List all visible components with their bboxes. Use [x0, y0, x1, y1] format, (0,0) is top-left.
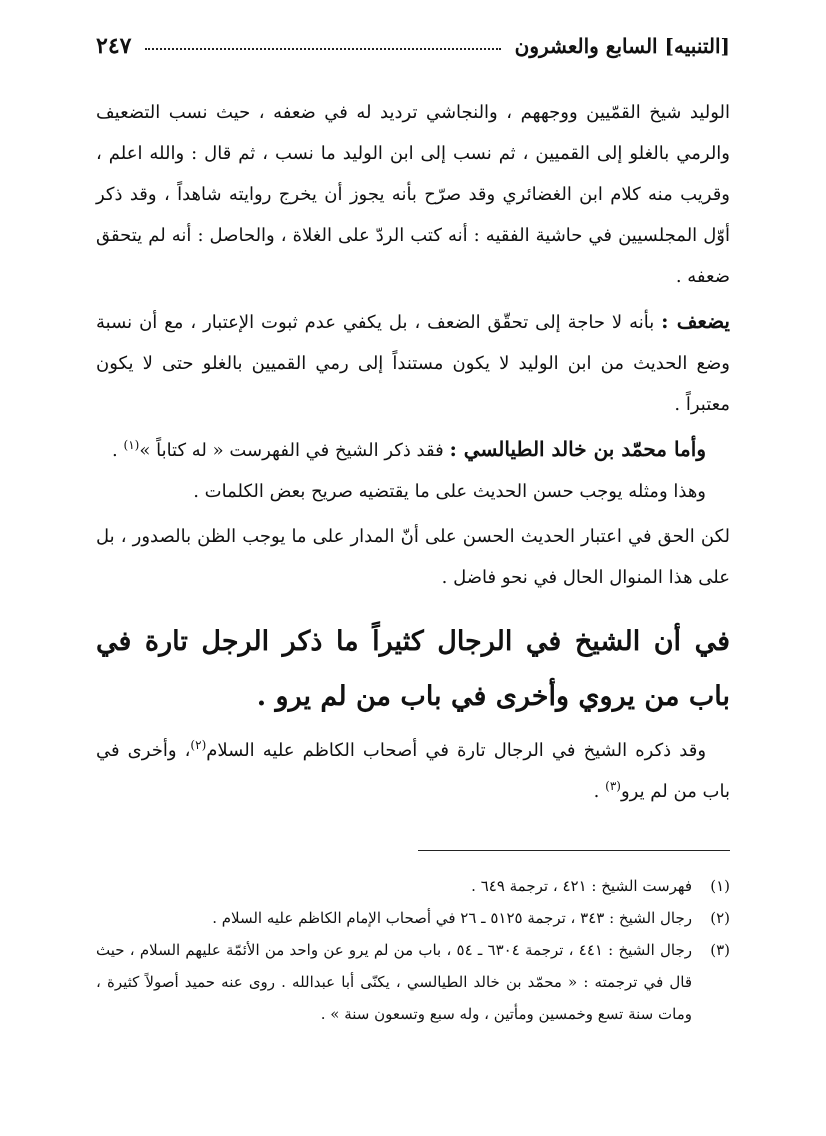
footnote-ref-1[interactable]: (١)	[123, 438, 140, 452]
paragraph-6	[96, 730, 730, 812]
footnote-number: (٣)	[710, 941, 730, 959]
paragraph-5: لكن الحق في اعتبار الحديث الحسن على أنّ المدار على ما يوجب الظن بالصدور ، بل على هذا المنوال الحال في نحو فاضل .	[96, 526, 730, 588]
footnotes	[96, 870, 730, 1030]
paragraph-2	[96, 301, 730, 425]
paragraph-6-text-a: وقد ذكره الشيخ في الرجال تارة في أصحاب الكاظم عليه السلام	[206, 740, 707, 761]
footnote-number: (١)	[710, 877, 730, 895]
paragraph-3	[96, 429, 730, 471]
footnote-text: فهرست الشيخ : ٤٢١ ، ترجمة ٦٤٩ .	[471, 877, 692, 895]
footnote-ref-2[interactable]: (٢)	[190, 738, 207, 752]
footnote-text: رجال الشيخ : ٣٤٣ ، ترجمة ٥١٢٥ ـ ٢٦ في أصحاب الإمام الكاظم عليه السلام .	[212, 909, 692, 927]
paragraph-1: الوليد شيخ القمّيين ووجههم ، والنجاشي ترديد له في ضعفه ، حيث نسب التضعيف والرمي بالغلو إلى القميين ، ثم نسب إلى ابن الوليد ما نسب ، ثم قال : والله اعلم ، وقريب منه كلام ابن الغضائري وقد صرّح بأنه يجوز أن يخرج روايته شاهداً ، وقد ذكر أوّل المجلسيين في حاشية الفقيه : أنه كتب الردّ على الغلاة ، والحاصل : أنه لم يتحقق ضعفه .	[96, 102, 730, 287]
footnote-3	[96, 934, 730, 1030]
paragraph-3-end: .	[112, 440, 118, 461]
section-heading: في أن الشيخ في الرجال كثيراً ما ذكر الرجل تارة في باب من يروي وأخرى في باب من لم يرو .	[96, 626, 730, 712]
header-dot-leader	[145, 48, 500, 50]
footnote-1	[96, 870, 730, 902]
paragraph-3-text: فقد ذكر الشيخ في الفهرست « له كتاباً »	[139, 440, 444, 461]
paragraph-6-text-b: ، وأخرى في باب من لم يرو	[96, 740, 730, 802]
footnote-number: (٢)	[710, 909, 730, 927]
paragraph-2-text: بأنه لا حاجة إلى تحقّق الضعف ، بل يكفي عدم ثبوت الإعتبار ، مع أن نسبة وضع الحديث من ابن الوليد لا يكون مستنداً إلى رمي القميين بالغلو حتى لا يكون معتبراً .	[96, 312, 730, 415]
paragraph-4: وهذا ومثله يوجب حسن الحديث على ما يقتضيه صريح بعض الكلمات .	[193, 481, 706, 502]
main-text	[96, 92, 730, 812]
paragraph-3-lead: وأما محمّد بن خالد الطيالسي :	[449, 437, 706, 461]
page-header	[96, 30, 730, 62]
footnote-separator	[418, 850, 730, 851]
page-number: ٢٤٧	[96, 33, 132, 59]
paragraph-2-lead: يضعف :	[661, 309, 730, 333]
running-title: [التنبيه] السابع والعشرون	[514, 34, 730, 58]
footnote-2	[96, 902, 730, 934]
paragraph-6-end: .	[593, 781, 600, 802]
footnote-ref-3[interactable]: (٣)	[605, 779, 621, 793]
footnote-text: رجال الشيخ : ٤٤١ ، ترجمة ٦٣٠٤ ـ ٥٤ ، باب من لم يرو عن واحد من الأئمّة عليهم السلام ، حيث قال في ترجمته : « محمّد بن خالد الطيالسي ، يكنّى أبا عبدالله . روى عنه حميد أصولاً كثيرة ، ومات سنة تسع وخمسين ومأتين ، وله سبع وتسعون سنة » .	[96, 941, 693, 1023]
